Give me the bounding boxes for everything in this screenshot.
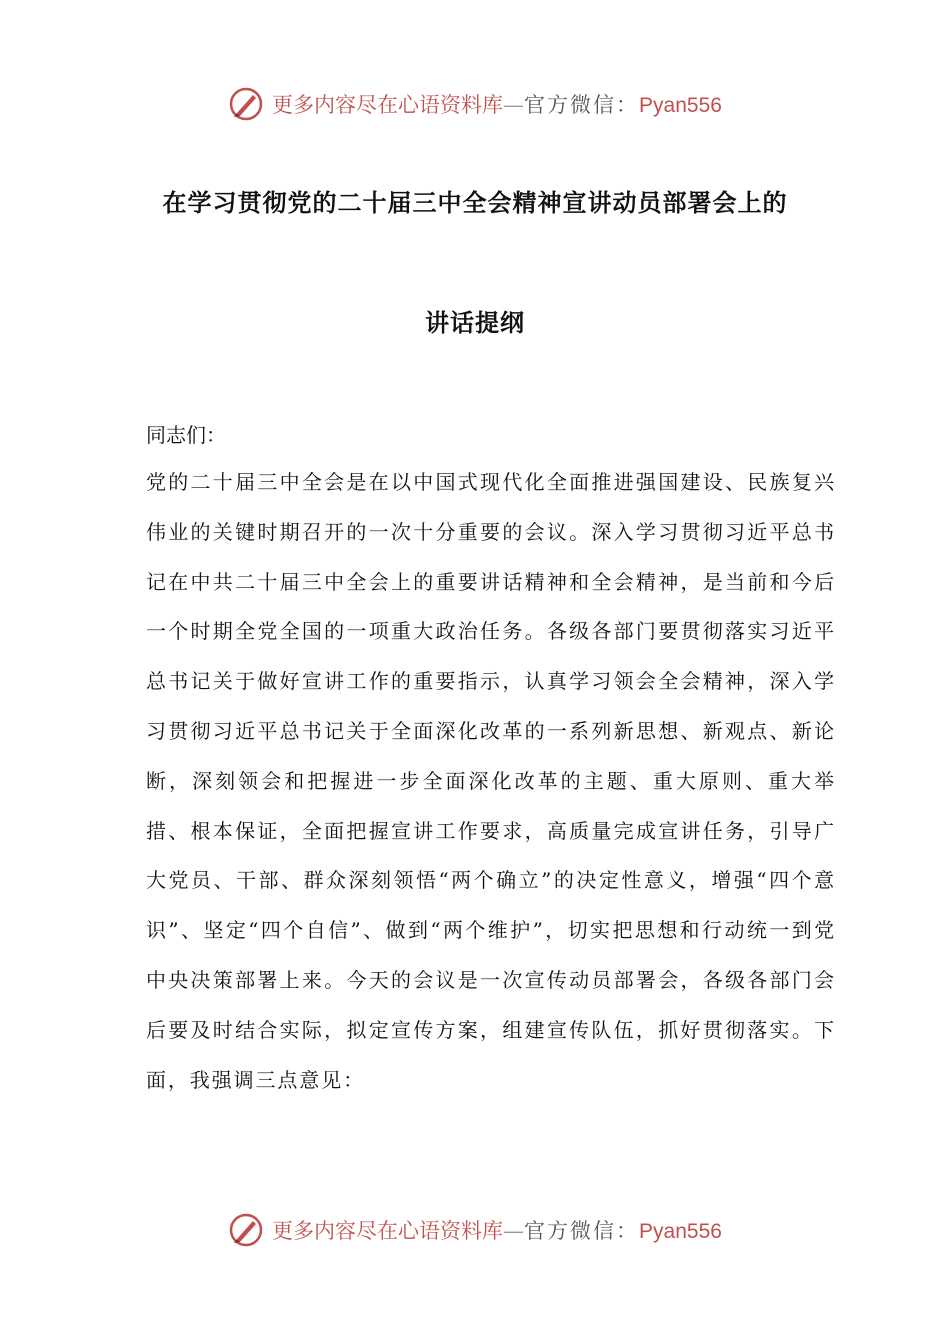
banner-main-text: 更多内容尽在心语资料库 [272,93,504,117]
pen-icon [228,86,264,122]
document-title-line1: 在学习贯彻党的二十届三中全会精神宣讲动员部署会上的 [162,188,788,217]
banner-wechat-label: 官方微信： [524,1219,640,1243]
banner-dash: — [503,1219,525,1243]
banner-dash: — [503,93,525,117]
banner-text [272,1215,722,1245]
banner-wechat-label: 官方微信： [524,93,640,117]
document-title-line2: 讲话提纲 [425,308,525,337]
body-paragraph: 党的二十届三中全会是在以中国式现代化全面推进强国建设、民族复兴伟业的关键时期召开的一次十分重要的会议。深入学习贯彻习近平总书记在中共二十届三中全会上的重要讲话精神和全会精神，是当前和今后一个时期全党全国的一项重大政治任务。各级各部门要贯彻落实习近平总书记关于做好宣讲工作的重要指示，认真学习领会全会精神，深入学习贯彻习近平总书记关于全面深化改革的一系列新思想、新观点、新论断，深刻领会和把握进一步全面深化改革的主题、重大原则、重大举措、根本保证，全面把握宣讲工作要求，高质量完成宣讲任务，引导广大党员、干部、群众深刻领悟“两个确立”的决定性意义，增强“四个意识”、坚定“四个自信”、做到“两个维护”，切实把思想和行动统一到党中央决策部署上来。今天的会议是一次宣传动员部署会，各级各部门会后要及时结合实际，拟定宣传方案，组建宣传队伍，抓好贯彻落实。下面，我强调三点意见： [146,470,836,1092]
banner-text [272,89,722,119]
salutation: 同志们： [146,423,226,447]
banner-wechat-id: Pyan556 [639,1220,722,1243]
footer-banner [0,1208,950,1252]
banner-wechat-id: Pyan556 [639,94,722,117]
banner-main-text: 更多内容尽在心语资料库 [272,1219,504,1243]
pen-icon [228,1212,264,1248]
header-banner [0,82,950,126]
